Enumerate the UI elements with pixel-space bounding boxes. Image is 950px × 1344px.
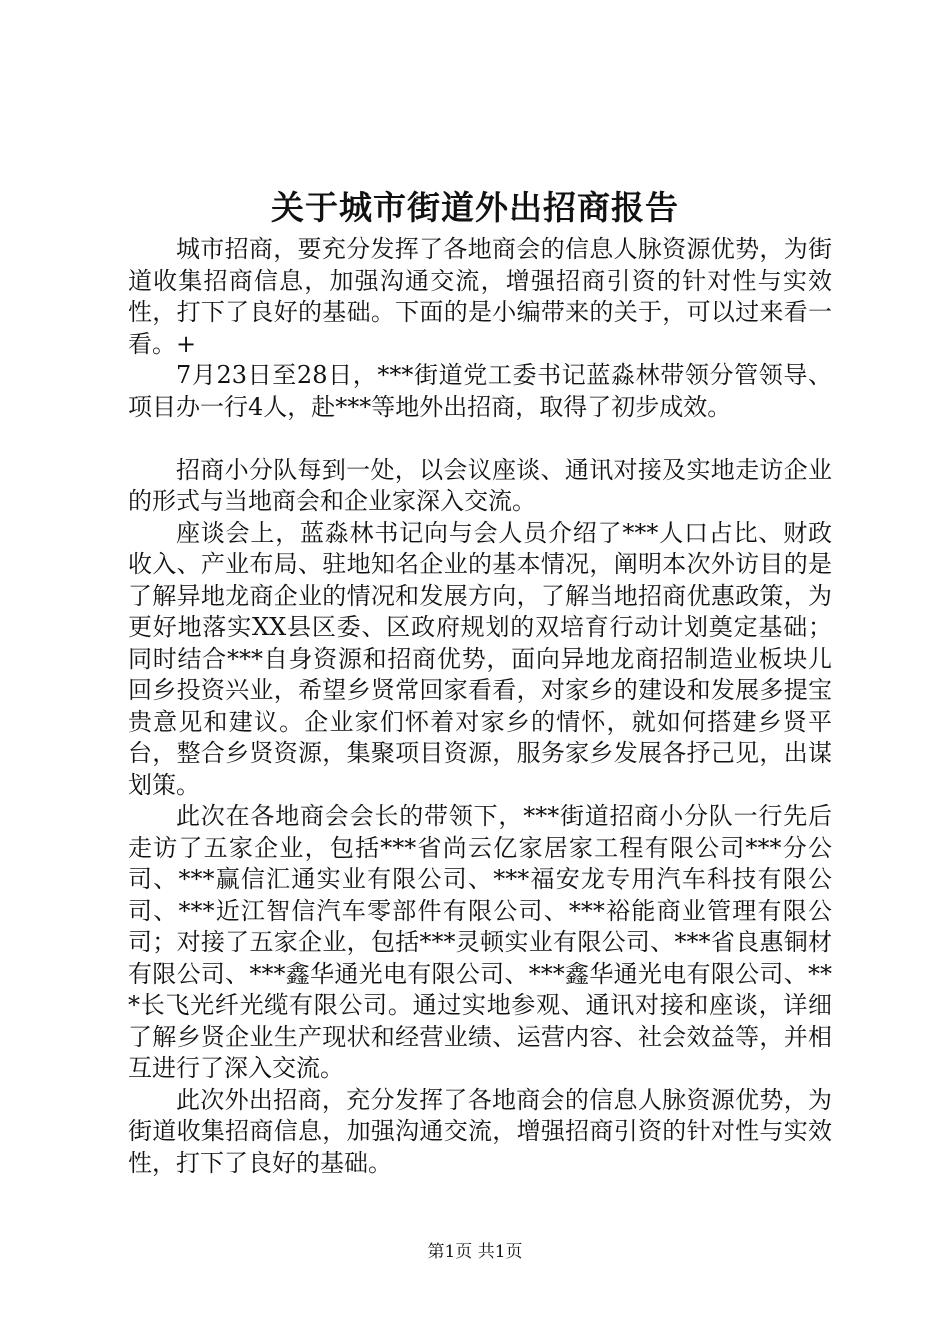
- document-body: [128, 234, 832, 1179]
- document-title: 关于城市街道外出招商报告: [271, 188, 679, 227]
- paragraph-trip-summary: 7月23日至28日，***街道党工委书记蓝淼林带领分管领导、项目办一行4人，赴***等地外出招商，取得了初步成效。: [128, 361, 832, 421]
- paragraph-team-visits: 招商小分队每到一处，以会议座谈、通讯对接及实地走访企业的形式与当地商会和企业家深入交流。: [128, 455, 832, 515]
- paragraph-intro: 城市招商，要充分发挥了各地商会的信息人脉资源优势，为街道收集招商信息，加强沟通交流，增强招商引资的针对性与实效性，打下了良好的基础。下面的是小编带来的关于，可以过来看一看。+: [128, 235, 832, 358]
- paragraph-symposium: 座谈会上，蓝淼林书记向与会人员介绍了***人口占比、财政收入、产业布局、驻地知名企业的基本情况，阐明本次外访目的是了解异地龙商企业的情况和发展方向，了解当地招商优惠政策，为更好地落实XX县区委、区政府规划的双培育行动计划奠定基础；同时结合***自身资源和招商优势，面向异地龙商招制造业板块儿回乡投资兴业，希望乡贤常回家看看，对家乡的建设和发展多提宝贵意见和建议。企业家们怀着对家乡的情怀，就如何搭建乡贤平台，整合乡贤资源，集聚项目资源，服务家乡发展各抒己见，出谋划策。: [128, 518, 832, 799]
- paragraph-enterprise-visits: 此次在各地商会会长的带领下，***街道招商小分队一行先后走访了五家企业，包括***省尚云亿家居家工程有限公司***分公司、***赢信汇通实业有限公司、***福安龙专用汽车科技有限公司、***近江智信汽车零部件有限公司、***裕能商业管理有限公司；对接了五家企业，包括***灵顿实业有限公司、***省良惠铜材有限公司、***鑫华通光电有限公司、***鑫华通光电有限公司、***长飞光纤光缆有限公司。通过实地参观、通讯对接和座谈，详细了解乡贤企业生产现状和经营业绩、运营内容、社会效益等，并相互进行了深入交流。: [128, 802, 832, 1082]
- paragraph-conclusion: 此次外出招商，充分发挥了各地商会的信息人脉资源优势，为街道收集招商信息，加强沟通交流，增强招商引资的针对性与实效性，打下了良好的基础。: [128, 1085, 832, 1177]
- page-footer: 第1页 共1页: [427, 1242, 523, 1262]
